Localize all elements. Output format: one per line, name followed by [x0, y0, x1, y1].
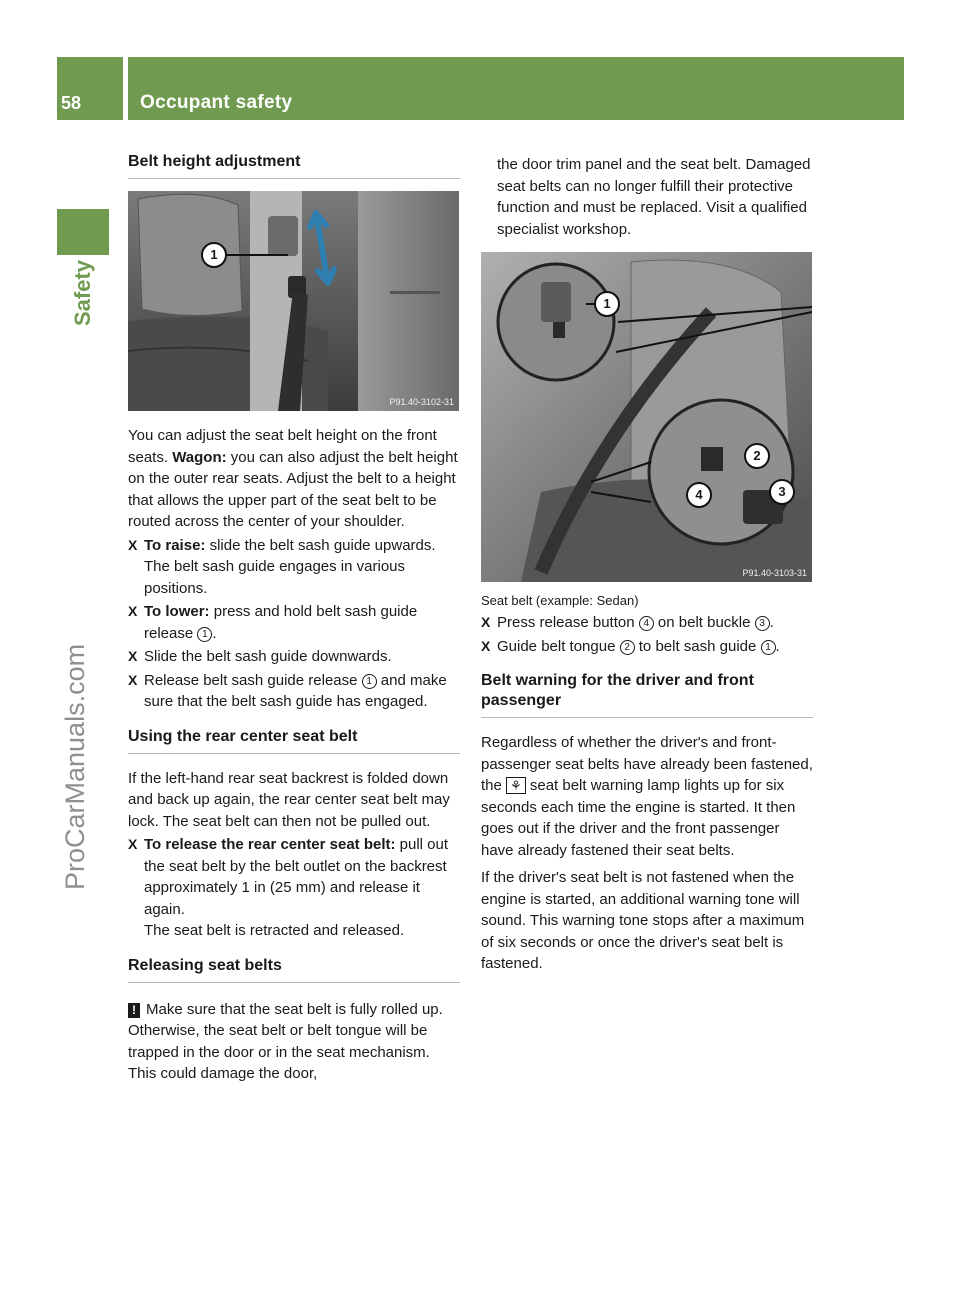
fig1-reference: P91.40-3102-31: [389, 397, 454, 407]
section-title: Occupant safety: [140, 92, 293, 113]
warning-icon: !: [128, 1003, 140, 1018]
watermark: ProCarManuals.com: [60, 643, 90, 890]
belt-height-paragraph: You can adjust the seat belt height on the front seats. Wagon: you can also adjust the belt height on the outer rear seats. Adjust the belt to a height that allows the upper part of the seat belt to be routed across the center of your shoulder.: [128, 427, 458, 530]
step-release-guide: X Release belt sash guide release 1 and make sure that the belt sash guide has engaged.: [128, 671, 447, 710]
figure-caption: Seat belt (example: Sedan): [481, 593, 639, 608]
rear-center-paragraph: If the left-hand rear seat backrest is folded down and back up again, the rear center seat belt may lock. The seat belt can then not be pulled out.: [128, 769, 450, 830]
fig2-reference: P91.40-3103-31: [742, 568, 807, 578]
page-number: 58: [61, 93, 82, 113]
fig2-callout-2: 2: [753, 448, 761, 463]
step-guide-tongue: X Guide belt tongue 2 to belt sash guide 1 .: [481, 637, 780, 655]
warning-tone-paragraph: If the driver's seat belt is not fastened when the engine is started, an additional warning tone will sound. This warning tone stops after a maximum of six seconds or once the driver's seat belt is fastened.: [481, 869, 805, 972]
step-lower: X To lower: press and hold belt sash guide release 1 .: [128, 603, 418, 642]
belt-warning-paragraph: Regardless of whether the driver's and front-passenger seat belts have already been fastened, the ⚘ seat belt warning lamp lights up for six seconds each time the engine is started. It then goes out if the driver and the front passenger have already fastened their seat belts.: [481, 734, 813, 859]
left-column: [128, 152, 460, 1085]
step-slide-down: X Slide the belt sash guide downwards.: [128, 648, 392, 665]
step-raise: X To raise: slide the belt sash guide upwards. The belt sash guide engages in various positions.: [128, 536, 436, 597]
warning-continuation: the door trim panel and the seat belt. Damaged seat belts can no longer fulfill their protective function and must be replaced. Visit a qualified specialist workshop.: [497, 156, 811, 238]
section-header: [128, 57, 904, 120]
heading-belt-warning: Belt warning for the driver and front passenger: [481, 671, 813, 718]
step-release-rear-center: X To release the rear center seat belt: pull out the seat belt by the belt outlet on the backrest approximately 1 in (25 mm) and release it again. The seat belt is retracted and released.: [128, 836, 449, 939]
heading-belt-height: Belt height adjustment: [128, 152, 460, 179]
seat-belt-figure: [481, 252, 812, 582]
fig2-callout-4: 4: [695, 487, 703, 502]
belt-height-illustration: [128, 191, 459, 411]
callout-ref-1b: 1: [362, 674, 377, 689]
right-column: [481, 154, 813, 975]
callout-ref-1: 1: [197, 627, 212, 642]
seat-belt-illustration: [481, 252, 812, 582]
fig1-callout-label: 1: [210, 247, 218, 262]
fig2-callout-1: 1: [603, 296, 611, 311]
belt-height-figure: [128, 191, 459, 411]
side-tab-marker: [57, 209, 109, 255]
heading-rear-center-belt: Using the rear center seat belt: [128, 727, 460, 754]
fig2-callout-3: 3: [778, 484, 786, 499]
page-number-box: [57, 57, 123, 120]
step-press-release: X Press release button 4 on belt buckle 3 .: [481, 614, 774, 631]
heading-releasing-belts: Releasing seat belts: [128, 956, 460, 983]
side-tab-label: Safety: [70, 259, 95, 326]
seat-belt-lamp-icon: ⚘: [506, 777, 526, 794]
warning-note: ! Make sure that the seat belt is fully rolled up. Otherwise, the seat belt or belt tongue will be trapped in the door or in the seat mechanism. This could damage the door,: [128, 1000, 443, 1082]
